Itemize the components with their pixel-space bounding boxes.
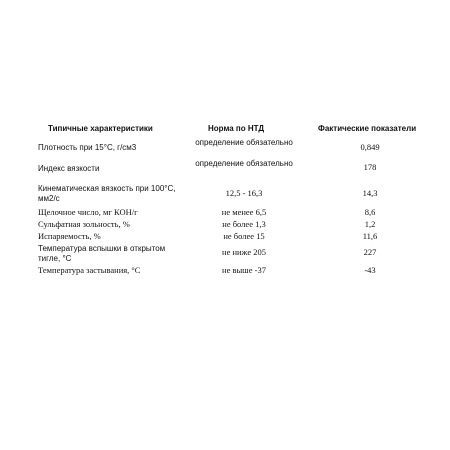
- table-row: [30, 181, 415, 207]
- row-name: Кинематическая вязкость при 100°С, мм2/с: [38, 184, 176, 203]
- header-actual: Фактические показатели: [318, 124, 417, 133]
- row-actual: 227: [363, 247, 377, 257]
- row-name: Щелочное число, мг КОН/г: [38, 207, 138, 217]
- table-row: [30, 158, 415, 181]
- row-actual: 8,6: [364, 207, 376, 217]
- row-norm: не более 15: [223, 231, 265, 241]
- table-row: [30, 265, 415, 279]
- row-norm: 12,5 - 16,3: [225, 188, 263, 198]
- row-name: Индекс вязкости: [38, 164, 100, 173]
- table-row: [30, 207, 415, 219]
- row-name: Испаряемость, %: [38, 231, 101, 241]
- specs-table: [30, 118, 415, 279]
- row-actual: -43: [364, 265, 376, 275]
- row-actual: 0,849: [360, 142, 380, 152]
- table-row: [30, 219, 415, 231]
- table-row: [30, 231, 415, 243]
- header-norm: Норма по НТД: [208, 124, 265, 133]
- header-characteristic: Типичные характеристики: [48, 124, 153, 133]
- row-actual: 1,2: [364, 219, 376, 229]
- row-name: Температура застывания, °С: [38, 265, 141, 275]
- row-name: Сульфатная зольность, %: [38, 219, 130, 229]
- row-norm: не выше -37: [222, 265, 266, 275]
- row-name: Температура вспышки в открытом тигле, °С: [38, 244, 166, 263]
- row-actual: 178: [363, 162, 377, 172]
- table-header-row: [30, 118, 415, 138]
- row-norm: не менее 6,5: [221, 207, 267, 217]
- row-norm: не ниже 205: [222, 247, 266, 257]
- row-norm: определение обязательно: [195, 138, 293, 147]
- row-norm: не более 1,3: [222, 219, 266, 229]
- table-row: [30, 138, 415, 158]
- table-row: [30, 243, 415, 265]
- row-name: Плотность при 15°С, г/см3: [38, 143, 137, 152]
- row-actual: 14,3: [362, 188, 378, 198]
- row-norm: определение обязательно: [195, 159, 293, 168]
- row-actual: 11,6: [362, 231, 378, 241]
